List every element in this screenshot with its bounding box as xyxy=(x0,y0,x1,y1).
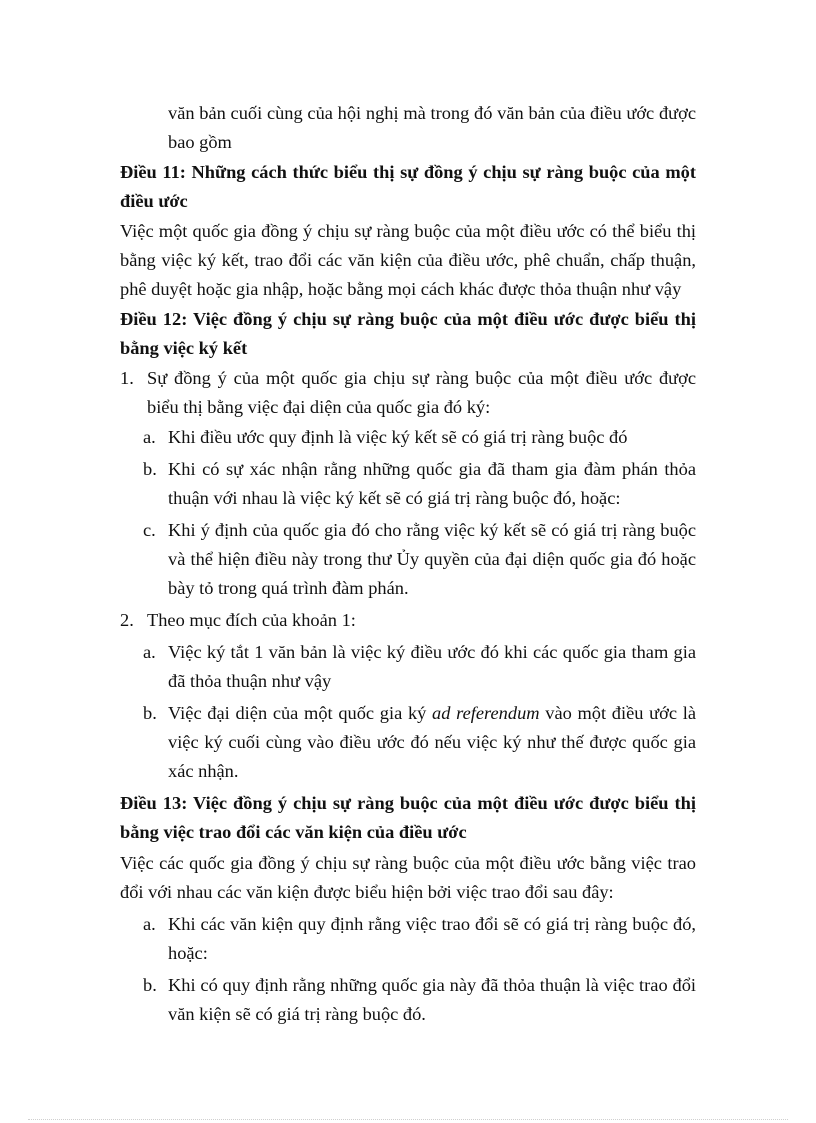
list-marker: a. xyxy=(143,914,156,934)
clause-text: Khi có quy định rằng những quốc gia này đã thỏa thuận là việc trao đổi văn kiện sẽ có giá trị ràng buộc đó. xyxy=(168,975,696,1024)
document-text xyxy=(0,99,816,1029)
clause-text: Việc ký tắt 1 văn bản là việc ký điều ước đó khi các quốc gia tham gia đã thỏa thuận như vậy xyxy=(168,642,696,691)
page-bottom-divider xyxy=(28,1119,788,1120)
article-12-clause-1c xyxy=(0,516,816,603)
list-marker: a. xyxy=(143,427,156,447)
clause-text: Theo mục đích của khoản 1: xyxy=(147,610,356,630)
article-13-clause-b xyxy=(0,971,816,1029)
article-13-clause-a xyxy=(0,910,816,968)
clause-text: Khi có sự xác nhận rằng những quốc gia đã tham gia đàm phán thỏa thuận với nhau là việc ký kết sẽ có giá trị ràng buộc đó, hoặc: xyxy=(168,459,696,508)
list-marker: a. xyxy=(143,642,156,662)
article-12-clause-2b xyxy=(0,699,816,786)
article-12-heading: Điều 12: Việc đồng ý chịu sự ràng buộc của một điều ước được biểu thị bằng việc ký kết xyxy=(120,309,696,358)
list-marker: b. xyxy=(143,459,157,479)
clause-text: Sự đồng ý của một quốc gia chịu sự ràng buộc của một điều ước được biểu thị bằng việc đại diện của quốc gia đó ký: xyxy=(147,368,696,417)
clause-text: Khi ý định của quốc gia đó cho rằng việc ký kết sẽ có giá trị ràng buộc và thể hiện điều này trong thư Ủy quyền của đại diện quốc gia đó hoặc bày tỏ trong quá trình đàm phán. xyxy=(168,520,696,598)
list-marker: b. xyxy=(143,703,157,723)
article-12-clause-2 xyxy=(0,606,816,635)
clause-text: Khi điều ước quy định là việc ký kết sẽ có giá trị ràng buộc đó xyxy=(168,427,628,447)
article-13-body: Việc các quốc gia đồng ý chịu sự ràng buộc của một điều ước bằng việc trao đổi với nhau các văn kiện được biểu hiện bởi việc trao đổi sau đây: xyxy=(120,853,696,902)
list-marker: b. xyxy=(143,975,157,995)
clause-text xyxy=(168,703,696,781)
clause-text-part: vào một điều ước là việc ký cuối cùng vào điều ước đó nếu việc ký như thế được quốc gia xác nhận. xyxy=(168,703,696,781)
latin-term: ad referendum xyxy=(432,703,540,723)
continued-paragraph: văn bản cuối cùng của hội nghị mà trong đó văn bản của điều ước được bao gồm xyxy=(168,103,696,152)
list-marker: 1. xyxy=(120,368,134,388)
article-12-clause-1 xyxy=(0,364,816,422)
article-11-heading: Điều 11: Những cách thức biểu thị sự đồng ý chịu sự ràng buộc của một điều ước xyxy=(120,162,696,211)
article-13-heading: Điều 13: Việc đồng ý chịu sự ràng buộc của một điều ước được biểu thị bằng việc trao đổi các văn kiện của điều ước xyxy=(120,793,696,842)
clause-text: Khi các văn kiện quy định rằng việc trao đổi sẽ có giá trị ràng buộc đó, hoặc: xyxy=(168,914,696,963)
article-12-clause-2a xyxy=(0,638,816,696)
article-12-clause-1b xyxy=(0,455,816,513)
article-12-clause-1a xyxy=(0,423,816,452)
clause-text-part: Việc đại diện của một quốc gia ký xyxy=(168,703,433,723)
list-marker: 2. xyxy=(120,610,134,630)
article-11-body: Việc một quốc gia đồng ý chịu sự ràng buộc của một điều ước có thể biểu thị bằng việc ký kết, trao đổi các văn kiện của điều ước, phê chuẩn, chấp thuận, phê duyệt hoặc gia nhập, hoặc bằng mọi cách khác được thỏa thuận như vậy xyxy=(120,221,696,299)
list-marker: c. xyxy=(143,520,156,540)
